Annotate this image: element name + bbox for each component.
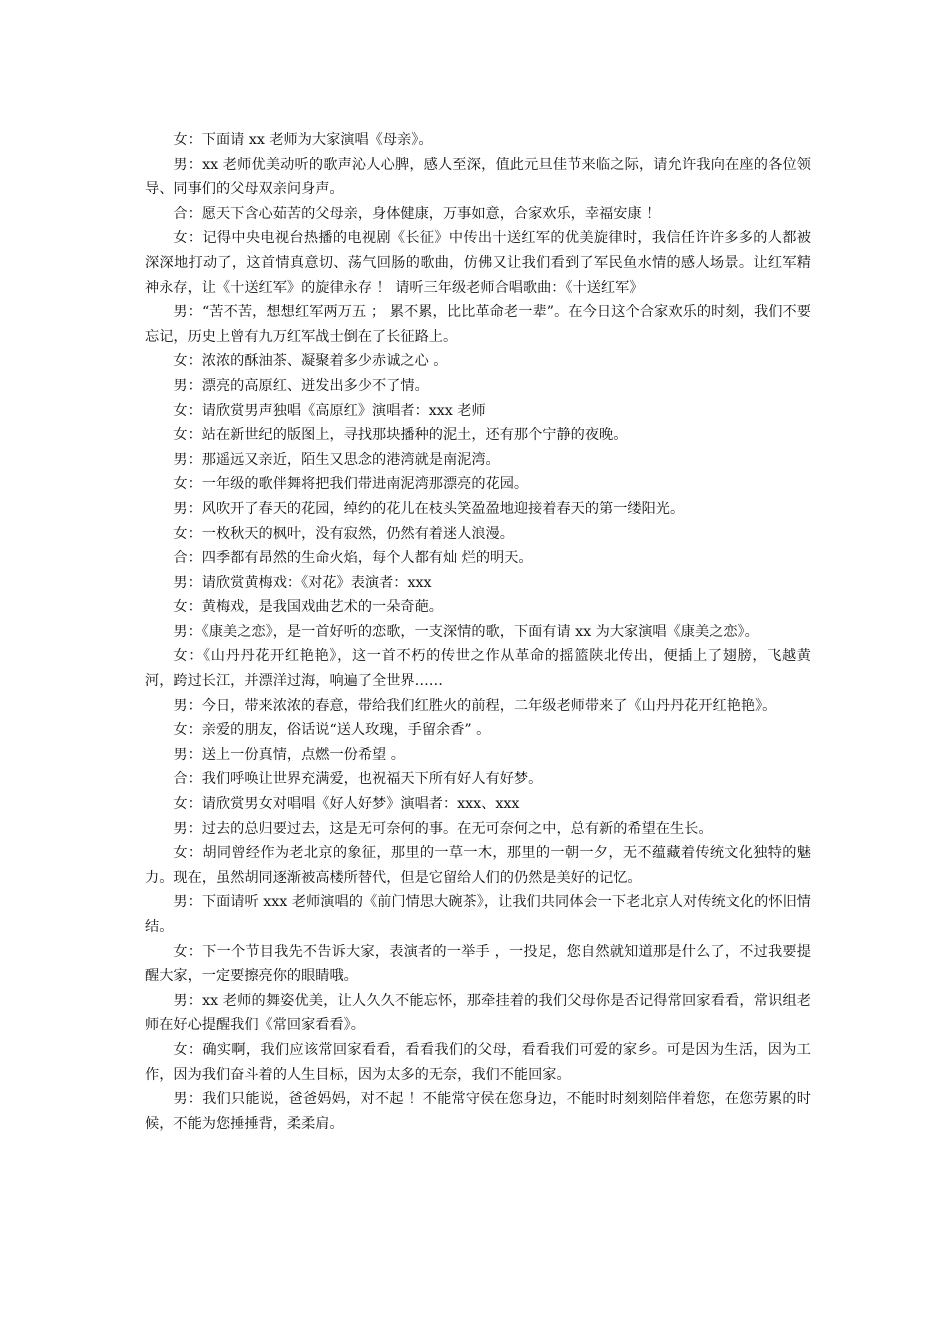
paragraph: 女：请欣赏男女对唱唱《好人好梦》演唱者：xxx、xxx — [173, 796, 520, 813]
paragraph: 女：站在新世纪的版图上，寻找那块播种的泥土，还有那个宁静的夜晚。 — [173, 427, 628, 444]
paragraph: 男：xx 老师优美动听的歌声沁人心脾，感人至深，值此元旦佳节来临之际，请允许我向在座的各位领导、同事们的父母双亲问身声。 — [145, 156, 811, 198]
paragraph: 女：一枚秋天的枫叶，没有寂然，仍然有着迷人浪漫。 — [173, 525, 514, 542]
paragraph: 男：漂亮的高原红、迸发出多少不了情。 — [173, 377, 429, 394]
paragraph: 男：今日，带来浓浓的春意，带给我们红胜火的前程，二年级老师带来了《山丹丹花开红艳艳》。 — [173, 697, 777, 714]
paragraph: 女：黄梅戏，是我国戏曲艺术的一朵奇葩。 — [173, 599, 443, 616]
paragraph: 女：确实啊，我们应该常回家看看，看看我们的父母，看看我们可爱的家乡。可是因为生活，因为工作，因为我们奋斗着的人生目标，因为太多的无奈，我们不能回家。 — [145, 1041, 811, 1083]
paragraph: 男：xx 老师的舞姿优美，让人久久不能忘怀，那牵挂着的我们父母你是否记得常回家看看，常识组老师在好心提醒我们《常回家看看》。 — [145, 992, 811, 1034]
paragraph: 合：愿天下含心茹苦的父母亲，身体健康，万事如意，合家欢乐，幸福安康 ！ — [173, 205, 661, 222]
paragraph: 女：请欣赏男声独唱《高原红》演唱者：xxx 老师 — [173, 402, 486, 419]
paragraph: 女：亲爱的朋友，俗话说“送人玫瑰，手留余香” 。 — [173, 722, 491, 739]
paragraph: 男：我们只能说，爸爸妈妈，对不起 ！不能常守侯在您身边，不能时时刻刻陪伴着您，在您劳累的时候，不能为您捶捶背，柔柔肩。 — [145, 1091, 811, 1132]
paragraph: 女：下面请 xx 老师为大家演唱《母亲》。 — [173, 132, 433, 148]
paragraph: 男：过去的总归要过去，这是无可奈何的事。在无可奈何之中，总有新的希望在生长。 — [173, 820, 713, 837]
paragraph: 男：那遥远又亲近，陌生又思念的港湾就是南泥湾。 — [173, 451, 500, 468]
paragraph: 女：胡同曾经作为老北京的象征，那里的一草一木，那里的一朝一夕，无不蕴藏着传统文化独特的魅力。现在，虽然胡同逐渐被高楼所替代，但是它留给人们的仍然是美好的记忆。 — [145, 845, 811, 886]
paragraph: 合：四季都有昂然的生命火焰，每个人都有灿 烂的明天。 — [173, 550, 533, 567]
paragraph: 男：“苦不苦，想想红军两万五 ； 累不累，比比革命老一辈”。在今日这个合家欢乐的时刻，我们不要忘记，历史上曾有九万红军战士倒在了长征路上。 — [145, 304, 811, 345]
paragraph: 女：下一个节目我先不告诉大家，表演者的一举手 ，一投足，您自然就知道那是什么了，不过我要提醒大家，一定要擦亮你的眼睛哦。 — [145, 943, 811, 985]
paragraph: 男：送上一份真情，点燃一份希望 。 — [173, 746, 405, 763]
paragraph: 女：浓浓的酥油茶、凝聚着多少赤诚之心 。 — [173, 353, 448, 370]
paragraph: 女：记得中央电视台热播的电视剧《长征》中传出十送红军的优美旋律时，我信任许许多多的人都被深深地打动了，这首情真意切、荡气回肠的歌曲，仿佛又让我们看到了军民鱼水情的感人场景。让红军精神永存，让《十送红军》的旋律永存 ！ 请听三年级老师合唱歌曲：《十送红军》 — [145, 230, 811, 296]
paragraph: 男：《康美之恋》，是一首好听的恋歌，一支深情的歌，下面有请 xx 为大家演唱《康美之恋》。 — [173, 623, 759, 640]
paragraph: 合：我们呼唤让世界充满爱，也祝福天下所有好人有好梦。 — [173, 771, 543, 788]
paragraph: 女：一年级的歌伴舞将把我们带进南泥湾那漂亮的花园。 — [173, 476, 529, 493]
paragraph: 男：请欣赏黄梅戏：《对花》表演者：xxx — [173, 574, 432, 591]
paragraph: 男：风吹开了春天的花园，绰约的花儿在枝头笑盈盈地迎接着春天的第一缕阳光。 — [173, 500, 685, 517]
paragraph: 男：下面请听 xxx 老师演唱的《前门情思大碗茶》，让我们共同体会一下老北京人对传统文化的怀旧情结。 — [145, 894, 811, 935]
document-body — [145, 128, 811, 1136]
paragraph: 女：《山丹丹花开红艳艳》，这一首不朽的传世之作从革命的摇篮陕北传出，便插上了翅膀，飞越黄河，跨过长江，并漂洋过海，响遍了全世界…… — [145, 648, 811, 690]
